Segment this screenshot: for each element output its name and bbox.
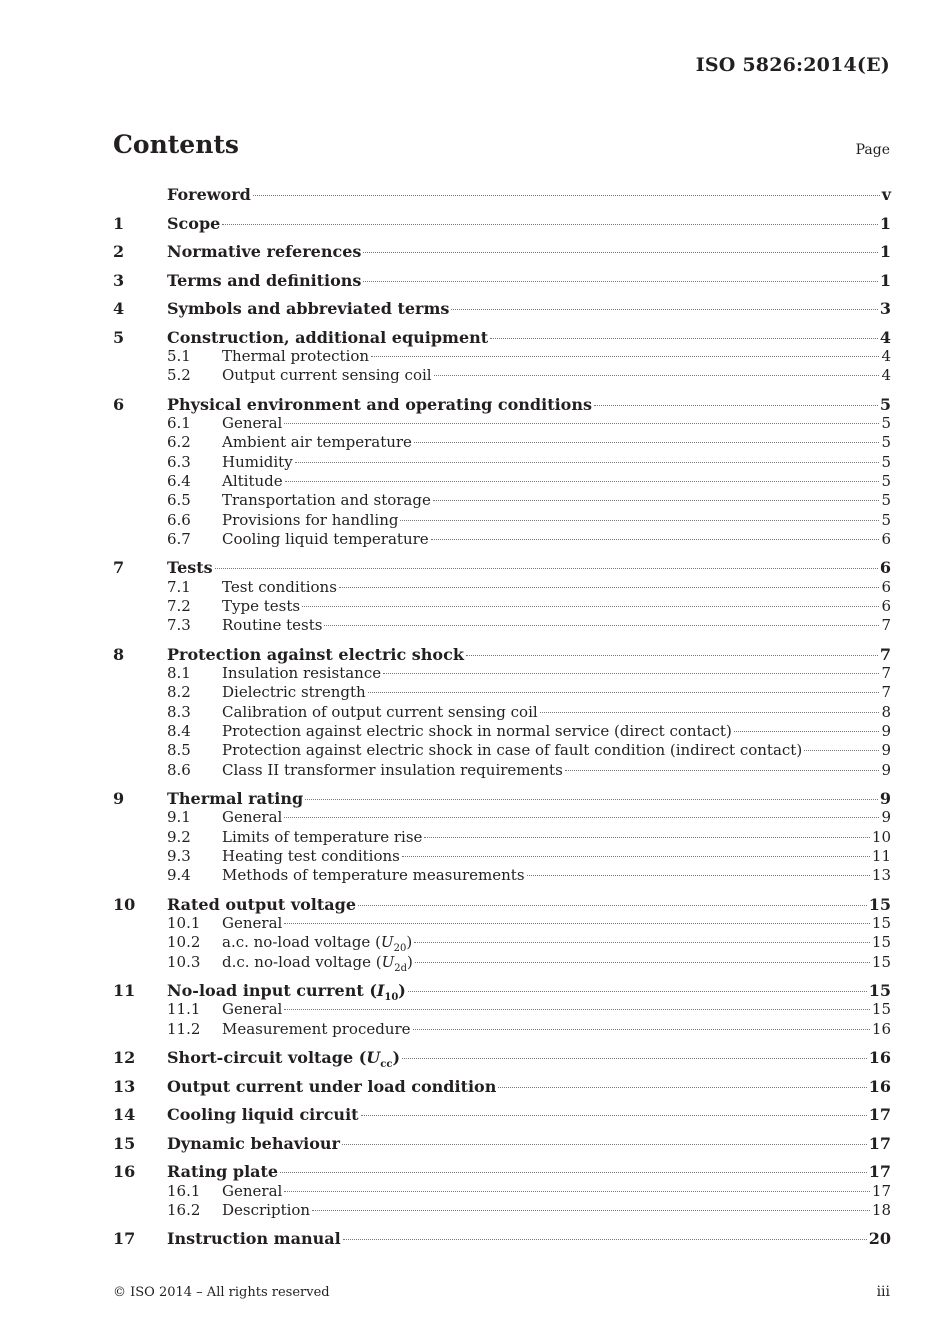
toc-entry-number: 2	[113, 242, 125, 261]
toc-entry-page: 5	[879, 394, 891, 414]
toc-entry-title-tail: )	[398, 980, 406, 1000]
toc-subentry[interactable]	[113, 828, 891, 847]
toc-entry-title-text: Class II transformer insulation requirements	[222, 760, 563, 779]
toc-entry-title-text: Insulation resistance	[222, 664, 382, 683]
toc-entry-number: 9.3	[167, 846, 191, 865]
toc-entry-page: 5	[881, 510, 891, 529]
toc-entry-title-text: Physical environment and operating conditions	[167, 394, 592, 414]
toc-subentry[interactable]	[113, 953, 891, 972]
dot-leader	[284, 1191, 870, 1192]
toc-entry-title-text: No-load input current (	[167, 980, 377, 1000]
dot-leader	[280, 1172, 867, 1173]
toc-entry-title	[222, 741, 802, 760]
toc-entry-number: 8.6	[167, 760, 191, 779]
toc-entry-title-text: Instruction manual	[167, 1229, 341, 1249]
dot-leader	[540, 712, 880, 713]
toc-entry-page: 15	[871, 933, 891, 952]
toc-entry-title-text: Dynamic behaviour	[167, 1133, 340, 1153]
dot-leader	[302, 606, 879, 607]
toc-entry-number: 14	[113, 1105, 136, 1125]
dot-leader	[490, 338, 878, 339]
toc-entry-number: 5.1	[167, 347, 191, 365]
toc-entry-title	[222, 530, 429, 549]
toc-subentry[interactable]	[113, 347, 891, 366]
toc-entry-page: 17	[868, 1162, 891, 1182]
toc-subentry[interactable]	[113, 664, 891, 683]
toc-subentry[interactable]	[113, 453, 891, 472]
toc-entry[interactable]	[113, 395, 891, 415]
toc-entry-title-text: General	[222, 1181, 283, 1200]
toc-entry-page: 8	[881, 702, 891, 721]
toc-entry-page: 11	[871, 846, 891, 865]
toc-entry-title	[167, 214, 220, 234]
toc-entry[interactable]	[113, 185, 891, 205]
toc-entry[interactable]	[113, 1048, 891, 1071]
toc-entry-title	[222, 722, 732, 741]
toc-entry-page: 9	[879, 788, 891, 808]
toc-entry-page: 1	[879, 270, 891, 290]
toc-entry-page: 18	[871, 1200, 891, 1219]
toc-entry-title	[222, 1182, 282, 1201]
toc-entry-number: 8.5	[167, 741, 191, 760]
document-id: ISO 5826:2014(E)	[695, 54, 890, 76]
dot-leader	[358, 905, 867, 906]
dot-leader	[594, 405, 878, 406]
toc-entry-number: 5.2	[167, 366, 191, 385]
toc-entry-page: 9	[881, 760, 891, 779]
toc-entry-title	[167, 789, 303, 809]
toc-entry-number: 16.2	[167, 1200, 201, 1219]
dot-leader	[431, 539, 880, 540]
dot-leader	[371, 356, 879, 357]
math-symbol: I	[376, 980, 385, 1000]
toc-entry[interactable]	[113, 242, 891, 262]
dot-leader	[312, 1210, 870, 1211]
toc-entry-title	[222, 914, 282, 933]
toc-entry-title	[222, 1000, 282, 1019]
toc-entry-title-text: General	[222, 914, 283, 933]
toc-subentry[interactable]	[113, 511, 891, 530]
toc-entry-page: 1	[879, 213, 891, 233]
toc-entry-page: 6	[879, 558, 891, 578]
toc-entry-title-text: Cooling liquid temperature	[222, 529, 429, 548]
toc-entry-number: 1	[113, 213, 125, 233]
dot-leader	[424, 837, 870, 838]
toc-entry-title-text: Output current under load condition	[167, 1076, 497, 1096]
dot-leader	[295, 462, 880, 463]
toc-entry-title	[167, 558, 213, 578]
toc-entry-number: 11.2	[167, 1019, 201, 1038]
toc-subentry[interactable]	[113, 933, 891, 955]
toc-entry[interactable]	[113, 558, 891, 578]
dot-leader	[734, 731, 880, 732]
toc-entry-number: 16.1	[167, 1181, 201, 1200]
toc-entry-title-text: Rating plate	[167, 1162, 279, 1182]
toc-subentry[interactable]	[113, 1020, 891, 1039]
toc-subentry[interactable]	[113, 530, 891, 549]
dot-leader	[324, 625, 879, 626]
toc-entry-title	[222, 491, 431, 510]
toc-entry[interactable]	[113, 214, 891, 234]
toc-entry-title-text: Thermal rating	[167, 788, 304, 808]
toc-entry-title	[222, 683, 366, 702]
toc-entry[interactable]	[113, 1229, 891, 1249]
toc-entry-title	[167, 980, 406, 1004]
toc-entry-number: 6.2	[167, 433, 191, 452]
toc-entry-title-text: Protection against electric shock in normal service (direct contact)	[222, 721, 732, 740]
math-symbol: U	[380, 933, 394, 952]
dot-leader	[284, 1009, 870, 1010]
toc-entry-title	[222, 414, 282, 433]
toc-entry-number: 7	[113, 558, 125, 578]
toc-entry-title-text: Protection against electric shock	[167, 644, 464, 664]
toc-entry-page: 1	[879, 242, 891, 261]
toc-entry-title	[222, 953, 413, 972]
toc-entry-title-text: Construction, additional equipment	[167, 327, 489, 347]
dot-leader	[222, 224, 878, 225]
toc-entry[interactable]	[113, 895, 891, 915]
dot-leader	[527, 875, 870, 876]
dot-leader	[363, 281, 877, 282]
toc-entry-title	[167, 1077, 496, 1097]
toc-entry-page: 9	[881, 741, 891, 760]
toc-entry-page: 20	[868, 1229, 891, 1249]
toc-entry-title-text: Tests	[167, 558, 213, 578]
toc-entry-title-text: Calibration of output current sensing coil	[222, 702, 538, 721]
toc-entry-title	[222, 808, 282, 827]
toc-entry-title-text: Symbols and abbreviated terms	[167, 299, 450, 318]
toc-entry-page: 4	[881, 347, 891, 365]
toc-entry-number: 6.5	[167, 491, 191, 510]
toc-entry-page: 13	[871, 866, 891, 885]
toc-entry-number: 9.2	[167, 827, 191, 846]
toc-entry-title-text: General	[222, 1000, 283, 1019]
toc-entry-number: 8.1	[167, 664, 191, 683]
toc-entry-title	[167, 1134, 340, 1154]
dot-leader	[339, 587, 880, 588]
toc-entry-title	[167, 328, 488, 348]
toc-entry-title-text: Type tests	[222, 596, 301, 615]
toc-entry-title-text: Cooling liquid circuit	[167, 1105, 359, 1125]
toc-entry-title-text: Normative references	[167, 242, 362, 261]
dot-leader	[498, 1087, 866, 1088]
toc-entry-title-text: d.c. no-load voltage (	[222, 952, 382, 971]
toc-entry-number: 3	[113, 270, 125, 290]
toc-subentry[interactable]	[113, 808, 891, 827]
toc-entry-page: 15	[871, 952, 891, 971]
toc-entry-title	[222, 1020, 411, 1039]
toc-entry-title-text: Measurement procedure	[222, 1019, 411, 1038]
math-subscript: 2d	[394, 962, 408, 974]
toc-entry-number: 6	[113, 394, 125, 414]
toc-entry-title-text: Methods of temperature measurements	[222, 866, 525, 885]
toc-subentry[interactable]	[113, 1182, 891, 1201]
toc-entry-title-text: Heating test conditions	[222, 846, 400, 865]
toc-entry-number: 16	[113, 1162, 136, 1182]
toc-subentry[interactable]	[113, 761, 891, 780]
toc-entry-title-text: Short-circuit voltage (	[167, 1048, 367, 1068]
toc-entry-title	[222, 664, 381, 683]
math-symbol: U	[366, 1048, 381, 1068]
toc-entry-page: 4	[879, 327, 891, 347]
toc-entry-title	[167, 242, 361, 262]
toc-entry-title	[222, 933, 413, 955]
toc-entry-page: 6	[881, 596, 891, 615]
toc-entry-page: 16	[868, 1076, 891, 1096]
dot-leader	[413, 1029, 870, 1030]
toc-entry-title	[222, 616, 322, 635]
toc-entry[interactable]	[113, 299, 891, 319]
dot-leader	[414, 942, 870, 943]
toc-entry-page: 17	[868, 1105, 891, 1125]
dot-leader	[402, 856, 870, 857]
dot-leader	[466, 655, 878, 656]
toc-entry[interactable]	[113, 1162, 891, 1182]
toc-entry-page: 4	[881, 366, 891, 385]
page-column-label: Page	[855, 142, 890, 158]
toc-entry-title	[222, 347, 369, 366]
dot-leader	[284, 923, 870, 924]
toc-entry-title-text: Humidity	[222, 452, 293, 471]
toc-entry-number: 9.4	[167, 866, 191, 885]
toc-entry-number: 10.2	[167, 933, 201, 952]
math-subscript: cc	[380, 1059, 393, 1071]
toc-entry-number: 10.1	[167, 914, 201, 933]
toc-entry[interactable]	[113, 1077, 891, 1097]
toc-entry-number: 6.4	[167, 471, 191, 490]
toc-entry[interactable]	[113, 645, 891, 665]
dot-leader	[343, 1239, 867, 1240]
toc-entry-title-text: Routine tests	[222, 616, 323, 635]
toc-entry-number: 8.3	[167, 702, 191, 721]
toc-entry[interactable]	[113, 1105, 891, 1125]
toc-subentry[interactable]	[113, 616, 891, 635]
dot-leader	[415, 962, 870, 963]
toc-entry-number: 8.2	[167, 683, 191, 702]
toc-entry[interactable]	[113, 271, 891, 291]
toc-entry-page: 3	[879, 299, 891, 318]
toc-entry-number: 8.4	[167, 721, 191, 740]
toc-subentry[interactable]	[113, 1201, 891, 1220]
toc-entry-page: 17	[871, 1181, 891, 1200]
toc-subentry[interactable]	[113, 597, 891, 616]
toc-entry-number: 6.6	[167, 510, 191, 529]
toc-entry-title-text: Transportation and storage	[222, 491, 431, 510]
toc-entry-title	[167, 395, 592, 415]
toc-entry-page: 7	[881, 616, 891, 635]
toc-entry[interactable]	[113, 1134, 891, 1154]
dot-leader	[433, 500, 880, 501]
toc-entry-title-text: Altitude	[222, 471, 283, 490]
toc-entry-page: 9	[881, 808, 891, 827]
toc-entry-title	[222, 578, 337, 597]
toc-entry-title	[222, 433, 412, 452]
toc-entry-page: 9	[881, 721, 891, 740]
table-of-contents	[113, 185, 891, 1249]
toc-entry-title-text: Ambient air temperature	[222, 433, 412, 452]
toc-entry-number: 7.1	[167, 577, 191, 596]
toc-entry-page: 17	[868, 1133, 891, 1153]
toc-entry-title	[167, 645, 464, 665]
toc-entry-title	[222, 597, 300, 616]
dot-leader	[414, 442, 880, 443]
toc-entry-number: 9.1	[167, 808, 191, 827]
toc-entry-title	[167, 1105, 359, 1125]
toc-entry[interactable]	[113, 980, 891, 1004]
toc-entry-title	[167, 299, 449, 319]
toc-entry-title-text: Rated output voltage	[167, 894, 357, 914]
dot-leader	[363, 252, 877, 253]
math-symbol: U	[381, 952, 395, 971]
dot-leader	[285, 481, 880, 482]
toc-entry-number: 6.7	[167, 529, 191, 548]
math-subscript: 10	[384, 992, 399, 1004]
toc-entry-title	[222, 866, 525, 885]
toc-entry-page: 10	[871, 827, 891, 846]
toc-entry-page: 5	[881, 491, 891, 510]
toc-entry-title	[222, 703, 538, 722]
toc-entry-page: 15	[871, 1000, 891, 1019]
toc-entry-number: 9	[113, 788, 125, 808]
dot-leader	[284, 423, 879, 424]
toc-entry[interactable]	[113, 789, 891, 809]
toc-entry-title	[167, 1162, 278, 1182]
toc-entry-title	[222, 761, 563, 780]
toc-subentry[interactable]	[113, 847, 891, 866]
dot-leader	[342, 1144, 867, 1145]
dot-leader	[408, 991, 867, 992]
dot-leader	[361, 1115, 867, 1116]
toc-entry-title-text: General	[222, 414, 283, 433]
toc-entry-title-tail: )	[406, 933, 413, 952]
toc-entry-title	[167, 185, 251, 205]
toc-entry-number: 7.3	[167, 616, 191, 635]
dot-leader	[400, 520, 879, 521]
toc-entry-page: 6	[881, 577, 891, 596]
toc-entry-page: 15	[868, 980, 891, 1000]
toc-entry-title	[222, 828, 422, 847]
dot-leader	[565, 770, 880, 771]
dot-leader	[451, 309, 877, 310]
toc-subentry[interactable]	[113, 433, 891, 452]
toc-entry-title-text: Scope	[167, 213, 221, 233]
toc-entry-title-tail: )	[392, 1048, 401, 1068]
toc-entry-title-text: Limits of temperature rise	[222, 827, 423, 846]
copyright-notice: © ISO 2014 – All rights reserved	[113, 1285, 330, 1300]
toc-entry-number: 11	[113, 980, 136, 1000]
toc-subentry[interactable]	[113, 914, 891, 933]
toc-subentry[interactable]	[113, 741, 891, 760]
toc-entry-title-text: Output current sensing coil	[222, 366, 432, 385]
toc-entry-title-text: Thermal protection	[222, 347, 370, 365]
toc-entry-page: 16	[871, 1019, 891, 1038]
dot-leader	[402, 1058, 867, 1059]
dot-leader	[284, 817, 879, 818]
toc-entry-number: 6.3	[167, 452, 191, 471]
toc-entry-page: 7	[881, 683, 891, 702]
toc-entry-title	[167, 1048, 401, 1071]
dot-leader	[305, 799, 878, 800]
toc-entry-title	[222, 511, 398, 530]
toc-entry-number: 15	[113, 1133, 136, 1153]
toc-entry-page: v	[881, 185, 891, 204]
toc-entry-number: 10.3	[167, 952, 201, 971]
toc-entry-page: 7	[881, 664, 891, 683]
dot-leader	[215, 568, 878, 569]
toc-entry-number: 17	[113, 1229, 136, 1249]
dot-leader	[253, 195, 880, 196]
toc-entry-title	[222, 847, 400, 866]
toc-entry-number: 10	[113, 894, 136, 914]
toc-entry-page: 15	[868, 894, 891, 914]
toc-subentry[interactable]	[113, 472, 891, 491]
dot-leader	[368, 692, 880, 693]
toc-entry-page: 5	[881, 433, 891, 452]
toc-entry-title	[167, 1229, 341, 1249]
page-number: iii	[876, 1284, 890, 1300]
contents-heading: Contents	[113, 130, 240, 159]
toc-entry-title	[167, 271, 361, 291]
toc-entry-number: 11.1	[167, 1000, 201, 1019]
toc-subentry[interactable]	[113, 366, 891, 385]
toc-entry-number: 5	[113, 327, 125, 347]
toc-subentry[interactable]	[113, 866, 891, 885]
toc-entry-title-text: Description	[222, 1200, 311, 1219]
dot-leader	[434, 375, 880, 376]
toc-entry-title-text: Protection against electric shock in case of fault condition (indirect contact)	[222, 741, 803, 760]
toc-entry-number: 13	[113, 1076, 136, 1096]
toc-entry-page: 16	[868, 1048, 891, 1068]
toc-entry-title-text: Test conditions	[222, 577, 337, 596]
toc-subentry[interactable]	[113, 703, 891, 722]
toc-entry-page: 7	[879, 644, 891, 664]
toc-entry-title	[167, 895, 356, 915]
toc-entry-number: 12	[113, 1048, 136, 1068]
toc-entry-title-tail: )	[407, 952, 413, 971]
toc-entry-number: 4	[113, 299, 125, 318]
math-subscript: 20	[393, 943, 407, 955]
dot-leader	[804, 750, 879, 751]
toc-entry-title-text: Foreword	[167, 185, 251, 204]
toc-subentry[interactable]	[113, 1000, 891, 1019]
toc-entry-number: 7.2	[167, 596, 191, 615]
toc-entry-title	[222, 472, 283, 491]
toc-entry-title-text: Dielectric strength	[222, 683, 366, 702]
toc-entry-title-text: General	[222, 808, 283, 827]
toc-entry-title	[222, 1201, 310, 1220]
toc-subentry[interactable]	[113, 578, 891, 597]
toc-entry-page: 15	[871, 914, 891, 933]
toc-entry-page: 5	[881, 452, 891, 471]
toc-subentry[interactable]	[113, 722, 891, 741]
toc-entry-title-text: Provisions for handling	[222, 510, 399, 529]
toc-subentry[interactable]	[113, 491, 891, 510]
toc-entry-title	[222, 366, 432, 385]
toc-entry-number: 8	[113, 644, 125, 664]
toc-subentry[interactable]	[113, 414, 891, 433]
toc-entry-page: 5	[881, 471, 891, 490]
toc-entry-title-text: a.c. no-load voltage (	[222, 933, 381, 952]
toc-entry-number: 6.1	[167, 414, 191, 433]
toc-entry-title-text: Terms and definitions	[167, 270, 362, 290]
toc-entry-page: 5	[881, 414, 891, 433]
toc-entry-title	[222, 453, 293, 472]
toc-subentry[interactable]	[113, 683, 891, 702]
dot-leader	[383, 673, 879, 674]
toc-entry-page: 6	[881, 529, 891, 548]
toc-entry[interactable]	[113, 328, 891, 348]
